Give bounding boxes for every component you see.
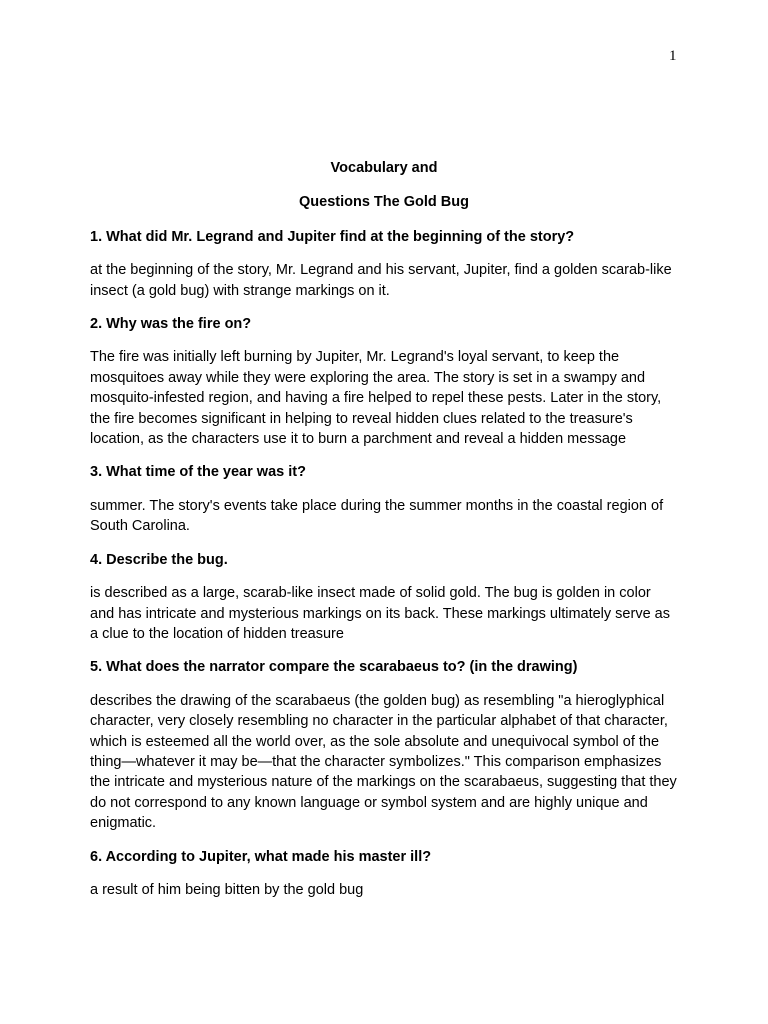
question-6: 6. According to Jupiter, what made his master ill?	[90, 848, 432, 865]
question-3: 3. What time of the year was it?	[90, 464, 306, 481]
answer-1: at the beginning of the story, Mr. Legrand and his servant, Jupiter, find a golden scarab-like insect (a gold bug) with strange markings on it.	[90, 262, 672, 299]
answer-5: describes the drawing of the scarabaeus (the golden bug) as resembling "a hieroglyphical character, very closely resembling no character in the particular alphabet of that character, which is esteemed all the world over, as the sole absolute and unequivocal symbol of the thing—whatever it may be—that the character symbolizes." This comparison emphasizes the intricate and mysterious nature of the markings on the scarabaeus, suggesting that they do not correspond to any known language or symbol system and are highly unique and enigmatic.	[90, 692, 677, 832]
question-2: 2. Why was the fire on?	[90, 316, 252, 333]
answer-2: The fire was initially left burning by Jupiter, Mr. Legrand's loyal servant, to keep the mosquitoes away while they were exploring the area. The story is set in a swampy and mosquito-infested region, and having a fire helped to repel these pests. Later in the story, the fire becomes significant in helping to reveal hidden clues related to the treasure's location, as the characters use it to burn a parchment and reveal a hidden message	[90, 349, 662, 448]
answer-4: is described as a large, scarab-like insect made of solid gold. The bug is golden in color and has intricate and mysterious markings on its back. These markings ultimately serve as a clue to the location of hidden treasure	[90, 585, 670, 642]
document-body	[90, 158, 678, 913]
answer-6: a result of him being bitten by the gold bug	[90, 881, 364, 898]
question-4: 4. Describe the bug.	[90, 551, 228, 568]
question-1: 1. What did Mr. Legrand and Jupiter find at the beginning of the story?	[90, 228, 575, 245]
page-number: 1	[669, 48, 677, 64]
title-line-2: Questions The Gold Bug	[299, 194, 469, 211]
question-5: 5. What does the narrator compare the scarabaeus to? (in the drawing)	[90, 659, 578, 676]
title-line-1: Vocabulary and	[330, 160, 438, 176]
answer-3: summer. The story's events take place during the summer months in the coastal region of South Carolina.	[90, 497, 664, 535]
